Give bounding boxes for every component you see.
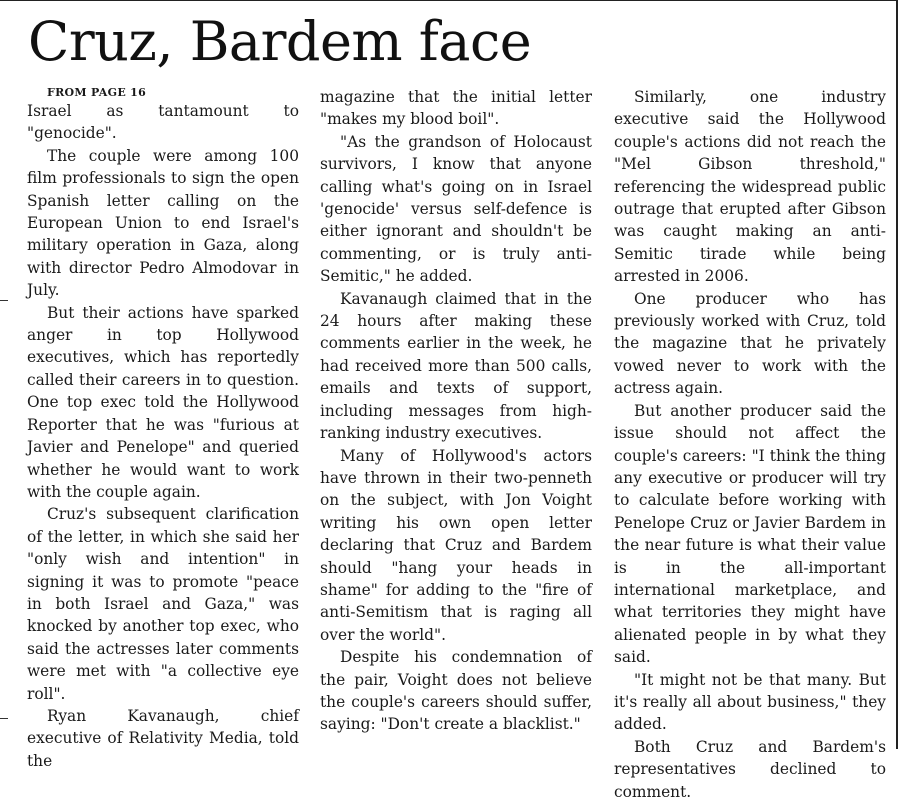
column-2 — [320, 86, 592, 736]
continuation-label: FROM PAGE 16 — [47, 86, 147, 99]
column-1 — [27, 86, 299, 772]
paragraph: Israel as tantamount to "genocide". — [27, 102, 299, 143]
paragraph: Similarly, one industry executive said the Hollywood couple's actions did not reach the "Mel Gibson threshold," referencing the widespread public outrage that erupted after Gibson was caught making an anti-Semitic tirade while being arrested in 2006. — [614, 88, 886, 286]
paragraph: "As the grandson of Holocaust survivors, I know that anyone calling what's going on in Israel 'genocide' versus self-defence is either ignorant and shouldn't be commenting, or is truly anti-Semitic," he added. — [320, 132, 592, 286]
paragraph: One producer who has previously worked with Cruz, told the magazine that he privately vowed never to work with the actress again. — [614, 289, 886, 398]
paragraph: Cruz's subsequent clarification of the letter, in which she said her "only wish and intention" in signing it was to promote "peace in both Israel and Gaza," was knocked by another top exec, who said the actresses later comments were met with "a collective eye roll". — [27, 505, 299, 703]
column-3 — [614, 86, 886, 803]
margin-tick — [0, 718, 8, 719]
paragraph: The couple were among 100 film professionals to sign the open Spanish letter calling on the European Union to end Israel's military operation in Gaza, along with director Pedro Almodovar in July. — [27, 146, 299, 300]
paragraph: magazine that the initial letter "makes my blood boil". — [320, 88, 592, 129]
paragraph: Ryan Kavanaugh, chief executive of Relativity Media, told the — [27, 706, 299, 770]
paragraph: But another producer said the issue should not affect the couple's careers: "I think the thing any executive or producer will try to calculate before working with Penelope Cruz or Javier Bardem in the near future is what their value is in the all-important international marketplace, and what territories they might have alienated people in by what they said. — [614, 401, 886, 667]
paragraph: Both Cruz and Bardem's representatives declined to comment. — [614, 737, 886, 801]
paragraph: Many of Hollywood's actors have thrown in their two-penneth on the subject, with Jon Voight writing his own open letter declaring that Cruz and Bardem should "hang your heads in shame" for adding to the "fire of anti-Semitism that is raging all over the world". — [320, 446, 592, 644]
paragraph: Kavanaugh claimed that in the 24 hours after making these comments earlier in the week, he had received more than 500 calls, emails and texts of support, including messages from high-ranking industry executives. — [320, 289, 592, 443]
paragraph: Despite his condemnation of the pair, Voight does not believe the couple's careers should suffer, saying: "Don't create a blacklist." — [320, 648, 592, 734]
headline: Cruz, Bardem face — [28, 10, 532, 73]
paragraph: But their actions have sparked anger in top Hollywood executives, which has reportedly called their careers in to question. One top exec told the Hollywood Reporter that he was "furious at Javier and Penelope" and queried whether he would want to work with the couple again. — [27, 303, 299, 501]
paragraph: "It might not be that many. But it's really all about business," they added. — [614, 670, 886, 734]
margin-tick — [0, 300, 8, 301]
